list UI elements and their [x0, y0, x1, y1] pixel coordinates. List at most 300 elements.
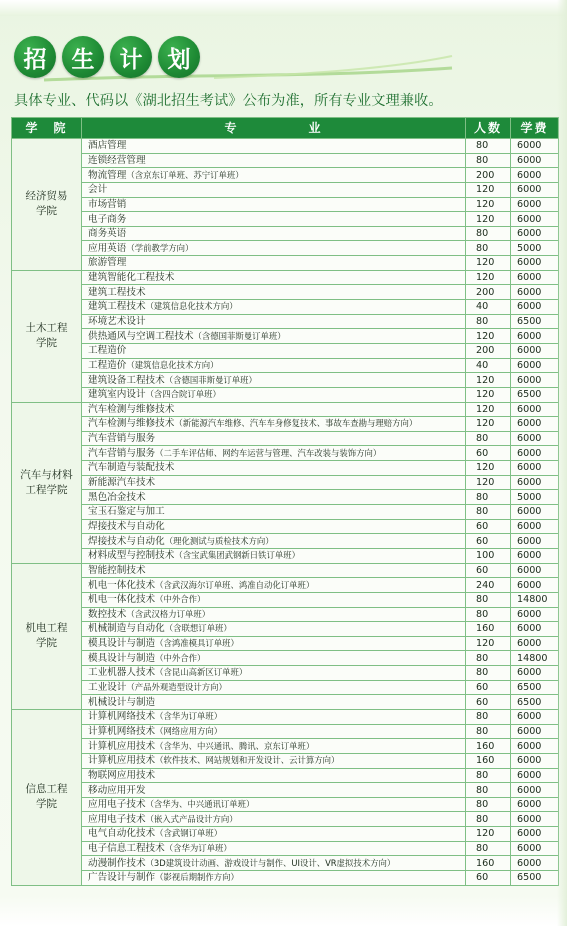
major-note: （含宝武集团武钢新日铁订单班） [174, 550, 300, 561]
table-row [12, 622, 559, 637]
major-name: 商务英语 [88, 228, 127, 240]
count-cell: 120 [466, 270, 511, 285]
major-cell [82, 724, 466, 739]
count-cell: 80 [466, 841, 511, 856]
major-name: 汽车检测与维修技术 [88, 418, 175, 430]
major-name: 汽车检测与维修技术 [88, 403, 175, 415]
major-cell [82, 475, 466, 490]
major-note: （含武汉格力订单班） [126, 608, 211, 619]
major-name: 会计 [88, 184, 108, 196]
college-cell [12, 270, 82, 402]
count-cell: 120 [466, 182, 511, 197]
major-cell [82, 226, 466, 241]
major-cell [82, 139, 466, 154]
major-name: 广告设计与制作 [88, 872, 156, 884]
major-name: 动漫制作技术 [88, 857, 146, 869]
major-note: （影视后期制作方向） [155, 872, 239, 883]
table-row [12, 314, 559, 329]
major-name: 电子商务 [88, 213, 127, 225]
table-row [12, 548, 559, 563]
fee-cell: 6000 [511, 519, 559, 534]
count-cell: 100 [466, 548, 511, 563]
major-name: 黑色冶金技术 [88, 491, 146, 503]
major-name: 移动应用开发 [88, 784, 146, 796]
major-note: （含昆山高新区订单班） [155, 667, 248, 678]
header-count: 人数 [466, 118, 511, 139]
fee-cell: 6000 [511, 182, 559, 197]
count-cell: 200 [466, 168, 511, 183]
major-note: （新能源汽车维修、汽车车身修复技术、事故车查勘与理赔方向） [174, 418, 418, 429]
table-row [12, 139, 559, 154]
fee-cell: 6000 [511, 139, 559, 154]
count-cell: 120 [466, 636, 511, 651]
major-note: （二手车评估师、网约车运营与管理、汽车改装与装饰方向） [155, 447, 382, 458]
fee-cell: 6500 [511, 871, 559, 886]
fee-cell: 6000 [511, 431, 559, 446]
major-cell [82, 695, 466, 710]
major-cell [82, 578, 466, 593]
major-cell [82, 797, 466, 812]
major-cell [82, 212, 466, 227]
count-cell: 200 [466, 343, 511, 358]
table-row [12, 753, 559, 768]
table-row [12, 797, 559, 812]
fee-cell: 6000 [511, 768, 559, 783]
table-row [12, 709, 559, 724]
major-name: 建筑室内设计 [88, 389, 146, 401]
count-cell: 120 [466, 417, 511, 432]
count-cell: 60 [466, 534, 511, 549]
major-cell [82, 182, 466, 197]
major-name: 机械设计与制造 [88, 696, 156, 708]
table-row [12, 695, 559, 710]
table-row [12, 636, 559, 651]
major-name: 旅游管理 [88, 257, 127, 269]
major-cell [82, 153, 466, 168]
fee-cell: 6000 [511, 402, 559, 417]
table-row [12, 241, 559, 256]
major-note: （中外合作） [155, 594, 206, 605]
table-row [12, 153, 559, 168]
enrollment-table [11, 117, 559, 886]
table-row [12, 607, 559, 622]
table-row [12, 680, 559, 695]
header-fee: 学费 [511, 118, 559, 139]
count-cell: 120 [466, 197, 511, 212]
title-char: 计 [110, 36, 152, 78]
fee-cell: 6000 [511, 461, 559, 476]
count-cell: 60 [466, 680, 511, 695]
table-row [12, 417, 559, 432]
count-cell: 240 [466, 578, 511, 593]
major-cell [82, 505, 466, 520]
major-cell [82, 592, 466, 607]
table-body [12, 139, 559, 886]
major-cell [82, 607, 466, 622]
major-cell [82, 461, 466, 476]
fee-cell: 6000 [511, 841, 559, 856]
count-cell: 40 [466, 300, 511, 315]
header-major: 专 业 [82, 118, 466, 139]
major-name: 工业机器人技术 [88, 667, 156, 679]
count-cell: 120 [466, 387, 511, 402]
table-row [12, 563, 559, 578]
major-name: 工业设计 [88, 682, 127, 694]
page-title [14, 36, 200, 80]
table-row [12, 226, 559, 241]
fee-cell: 6000 [511, 548, 559, 563]
table-row [12, 212, 559, 227]
table-row [12, 768, 559, 783]
major-name: 汽车营销与服务 [88, 433, 156, 445]
fee-cell: 6000 [511, 300, 559, 315]
major-name: 应用电子技术 [88, 799, 146, 811]
major-note: （含华为订单班） [155, 711, 223, 722]
major-name: 物联网应用技术 [88, 769, 156, 781]
count-cell: 80 [466, 724, 511, 739]
major-cell [82, 622, 466, 637]
fee-cell: 6000 [511, 168, 559, 183]
count-cell: 60 [466, 871, 511, 886]
count-cell: 60 [466, 446, 511, 461]
fee-cell: 6000 [511, 212, 559, 227]
major-cell [82, 519, 466, 534]
top-band [0, 0, 567, 16]
fee-cell: 6000 [511, 856, 559, 871]
count-cell: 80 [466, 505, 511, 520]
fee-cell: 6000 [511, 417, 559, 432]
major-name: 酒店管理 [88, 140, 127, 152]
major-note: （含德国菲斯曼订单班） [164, 374, 257, 385]
college-name-line: 土木工程 [25, 322, 68, 335]
count-cell: 160 [466, 739, 511, 754]
count-cell: 80 [466, 797, 511, 812]
major-cell [82, 387, 466, 402]
major-name: 建筑智能化工程技术 [88, 272, 175, 284]
major-name: 计算机网络技术 [88, 725, 156, 737]
table-row [12, 519, 559, 534]
fee-cell: 6000 [511, 622, 559, 637]
fee-cell: 6000 [511, 475, 559, 490]
count-cell: 200 [466, 285, 511, 300]
fee-cell: 14800 [511, 592, 559, 607]
fee-cell: 6000 [511, 636, 559, 651]
major-note: （产品外观造型设计方向） [126, 682, 227, 693]
table-row [12, 490, 559, 505]
table-row [12, 651, 559, 666]
major-note: （含德国菲斯曼订单班） [193, 330, 286, 341]
college-name-line: 信息工程 [25, 783, 68, 796]
major-cell [82, 534, 466, 549]
table-row [12, 505, 559, 520]
fee-cell: 6500 [511, 387, 559, 402]
major-cell [82, 168, 466, 183]
fee-cell: 6500 [511, 680, 559, 695]
major-note: （3D建筑设计动画、游戏设计与制作、UI设计、VR虚拟技术方向） [145, 857, 396, 868]
header-college: 学 院 [12, 118, 82, 139]
major-cell [82, 666, 466, 681]
major-name: 模具设计与制造 [88, 638, 156, 650]
fee-cell: 6000 [511, 285, 559, 300]
major-cell [82, 285, 466, 300]
fee-cell: 6000 [511, 739, 559, 754]
major-note: （含华为订单班） [164, 843, 232, 854]
major-name: 新能源汽车技术 [88, 477, 156, 489]
major-cell [82, 343, 466, 358]
fee-cell: 14800 [511, 651, 559, 666]
subtitle: 具体专业、代码以《湖北招生考试》公布为准，所有专业文理兼收。 [14, 93, 443, 109]
count-cell: 80 [466, 768, 511, 783]
count-cell: 80 [466, 783, 511, 798]
major-name: 宝玉石鉴定与加工 [88, 506, 165, 518]
fee-cell: 6000 [511, 607, 559, 622]
college-cell [12, 402, 82, 563]
fee-cell: 5000 [511, 490, 559, 505]
fee-cell: 6000 [511, 724, 559, 739]
fee-cell: 6000 [511, 446, 559, 461]
college-name-line: 学院 [36, 205, 57, 218]
right-edge-shadow [557, 0, 567, 926]
fee-cell: 6000 [511, 373, 559, 388]
title-char: 划 [158, 36, 200, 78]
title-char: 招 [14, 36, 56, 78]
table-row [12, 197, 559, 212]
major-note: （含华为、中兴通讯订单班） [145, 799, 255, 810]
major-cell [82, 636, 466, 651]
bottom-band [0, 896, 567, 926]
table-row [12, 856, 559, 871]
major-name: 机械制造与自动化 [88, 623, 165, 635]
college-name-line: 机电工程 [25, 622, 68, 635]
major-cell [82, 783, 466, 798]
major-name: 工程造价 [88, 345, 127, 357]
major-name: 供热通风与空调工程技术 [88, 330, 194, 342]
table-row [12, 827, 559, 842]
major-name: 建筑工程技术 [88, 301, 146, 313]
count-cell: 80 [466, 314, 511, 329]
count-cell: 40 [466, 358, 511, 373]
table-row [12, 270, 559, 285]
count-cell: 80 [466, 666, 511, 681]
fee-cell: 6000 [511, 812, 559, 827]
table-row [12, 871, 559, 886]
count-cell: 80 [466, 490, 511, 505]
table-row [12, 812, 559, 827]
table-row [12, 182, 559, 197]
major-note: （理化测试与质检技术方向） [164, 535, 274, 546]
title-char: 生 [62, 36, 104, 78]
major-note: （含武汉海尔订单班、鸿准自动化订单班） [155, 579, 315, 590]
major-name: 模具设计与制造 [88, 652, 156, 664]
table-row [12, 168, 559, 183]
count-cell: 120 [466, 461, 511, 476]
table-row [12, 373, 559, 388]
fee-cell: 6000 [511, 753, 559, 768]
table-row [12, 285, 559, 300]
table-row [12, 387, 559, 402]
table-row [12, 256, 559, 271]
major-name: 应用电子技术 [88, 813, 146, 825]
major-name: 数控技术 [88, 608, 127, 620]
count-cell: 120 [466, 212, 511, 227]
table-row [12, 666, 559, 681]
major-cell [82, 548, 466, 563]
major-note: （含联想订单班） [164, 623, 232, 634]
fee-cell: 5000 [511, 241, 559, 256]
major-cell [82, 446, 466, 461]
major-note: （含华为、中兴通讯、腾讯、京东订单班） [155, 740, 315, 751]
major-cell [82, 431, 466, 446]
major-note: （含四合院订单班） [145, 389, 221, 400]
major-cell [82, 753, 466, 768]
college-name-line: 学院 [36, 798, 57, 811]
major-name: 连锁经营管理 [88, 154, 146, 166]
major-name: 机电一体化技术 [88, 579, 156, 591]
count-cell: 80 [466, 651, 511, 666]
college-name-line: 学院 [36, 337, 57, 350]
table-row [12, 402, 559, 417]
major-cell [82, 651, 466, 666]
major-name: 计算机网络技术 [88, 711, 156, 723]
major-cell [82, 739, 466, 754]
major-name: 建筑工程技术 [88, 286, 146, 298]
table-row [12, 592, 559, 607]
major-cell [82, 709, 466, 724]
major-cell [82, 680, 466, 695]
table-row [12, 358, 559, 373]
count-cell: 60 [466, 519, 511, 534]
major-note: （建筑信息化技术方向） [126, 359, 219, 370]
major-note: （含武钢订单班） [155, 828, 223, 839]
count-cell: 160 [466, 856, 511, 871]
table-row [12, 446, 559, 461]
major-name: 机电一体化技术 [88, 594, 156, 606]
major-cell [82, 841, 466, 856]
major-note: （软件技术、网站规划和开发设计、云计算方向） [155, 755, 340, 766]
major-note: （含鸿准模具订单班） [155, 638, 239, 649]
major-cell [82, 490, 466, 505]
table-row [12, 343, 559, 358]
count-cell: 120 [466, 402, 511, 417]
fee-cell: 6000 [511, 534, 559, 549]
count-cell: 160 [466, 622, 511, 637]
table-row [12, 300, 559, 315]
count-cell: 60 [466, 695, 511, 710]
count-cell: 120 [466, 256, 511, 271]
major-cell [82, 373, 466, 388]
fee-cell: 6500 [511, 314, 559, 329]
count-cell: 120 [466, 373, 511, 388]
fee-cell: 6000 [511, 505, 559, 520]
table-row [12, 534, 559, 549]
fee-cell: 6000 [511, 358, 559, 373]
count-cell: 60 [466, 563, 511, 578]
major-cell [82, 417, 466, 432]
major-name: 焊接技术与自动化 [88, 520, 165, 532]
table-row [12, 724, 559, 739]
major-note: （含京东订单班、苏宁订单班） [126, 169, 244, 180]
fee-cell: 6000 [511, 256, 559, 271]
count-cell: 80 [466, 709, 511, 724]
major-cell [82, 563, 466, 578]
major-name: 焊接技术与自动化 [88, 535, 165, 547]
count-cell: 80 [466, 139, 511, 154]
count-cell: 80 [466, 241, 511, 256]
table-row [12, 841, 559, 856]
major-name: 市场营销 [88, 198, 127, 210]
major-name: 应用英语 [88, 242, 127, 254]
college-name-line: 经济贸易 [25, 190, 68, 203]
table-row [12, 431, 559, 446]
major-cell [82, 358, 466, 373]
major-cell [82, 270, 466, 285]
count-cell: 120 [466, 827, 511, 842]
count-cell: 80 [466, 607, 511, 622]
college-cell [12, 139, 82, 271]
major-cell [82, 812, 466, 827]
college-cell [12, 709, 82, 885]
major-cell [82, 856, 466, 871]
count-cell: 80 [466, 812, 511, 827]
major-cell [82, 329, 466, 344]
fee-cell: 6500 [511, 695, 559, 710]
major-note: （建筑信息化技术方向） [145, 301, 238, 312]
major-cell [82, 241, 466, 256]
major-note: （网络应用方向） [155, 725, 223, 736]
fee-cell: 6000 [511, 709, 559, 724]
fee-cell: 6000 [511, 329, 559, 344]
fee-cell: 6000 [511, 270, 559, 285]
major-name: 计算机应用技术 [88, 755, 156, 767]
major-name: 智能控制技术 [88, 564, 146, 576]
count-cell: 160 [466, 753, 511, 768]
major-cell [82, 827, 466, 842]
count-cell: 80 [466, 592, 511, 607]
major-name: 工程造价 [88, 359, 127, 371]
fee-cell: 6000 [511, 783, 559, 798]
fee-cell: 6000 [511, 578, 559, 593]
major-name: 物流管理 [88, 169, 127, 181]
table-row [12, 739, 559, 754]
fee-cell: 6000 [511, 666, 559, 681]
count-cell: 80 [466, 153, 511, 168]
major-cell [82, 300, 466, 315]
college-cell [12, 563, 82, 709]
major-name: 建筑设备工程技术 [88, 374, 165, 386]
major-name: 电气自动化技术 [88, 828, 156, 840]
college-name-line: 工程学院 [25, 483, 68, 496]
major-cell [82, 402, 466, 417]
major-name: 电子信息工程技术 [88, 843, 165, 855]
major-note: （嵌入式产品设计方向） [145, 813, 238, 824]
table-row [12, 475, 559, 490]
major-name: 汽车营销与服务 [88, 447, 156, 459]
major-name: 计算机应用技术 [88, 740, 156, 752]
major-note: （学前教学方向） [126, 242, 194, 253]
fee-cell: 6000 [511, 797, 559, 812]
fee-cell: 6000 [511, 226, 559, 241]
table-row [12, 461, 559, 476]
fee-cell: 6000 [511, 827, 559, 842]
count-cell: 80 [466, 226, 511, 241]
major-cell [82, 314, 466, 329]
major-cell [82, 871, 466, 886]
major-cell [82, 197, 466, 212]
major-cell [82, 256, 466, 271]
major-name: 材料成型与控制技术 [88, 550, 175, 562]
fee-cell: 6000 [511, 563, 559, 578]
table-row [12, 329, 559, 344]
